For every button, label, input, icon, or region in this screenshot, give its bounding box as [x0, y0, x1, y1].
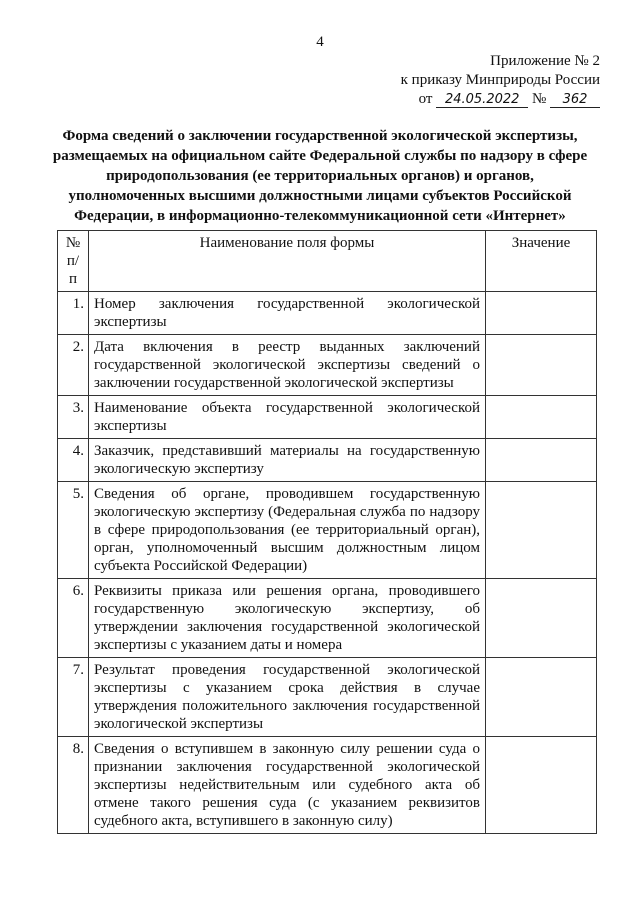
appendix-order-ref: к приказу Минприроды России [400, 72, 600, 88]
row-value [486, 579, 597, 658]
row-num: 8. [58, 737, 89, 834]
row-num: 1. [58, 292, 89, 335]
row-value [486, 335, 597, 396]
header-name: Наименование поля формы [89, 231, 486, 292]
row-name: Заказчик, представивший материалы на государственную экологическую экспертизу [89, 439, 486, 482]
appendix-header [401, 52, 600, 109]
row-value [486, 658, 597, 737]
row-name: Результат проведения государственной экологической экспертизы с указанием срока действия в случае утверждения положительного заключения государственной экологической экспертизы [89, 658, 486, 737]
row-name: Наименование объекта государственной экологической экспертизы [89, 396, 486, 439]
handwritten-date: 24.05.2022 [436, 93, 528, 108]
appendix-date-line [401, 90, 600, 109]
table-row [58, 396, 597, 439]
header-num: № п/п [58, 231, 89, 292]
table-row [58, 658, 597, 737]
row-name: Дата включения в реестр выданных заключений государственной экологической экспертизы сведений о заключении государственной экологической экспертизы [89, 335, 486, 396]
row-name: Реквизиты приказа или решения органа, проводившего государственную экологическую экспертизу, об утверждении заключения государственной экологической экспертизы с указанием даты и номера [89, 579, 486, 658]
page-number: 4 [316, 34, 324, 50]
table-row [58, 335, 597, 396]
table-header-row [58, 231, 597, 292]
row-value [486, 292, 597, 335]
header-value: Значение [486, 231, 597, 292]
row-value [486, 482, 597, 579]
row-value [486, 396, 597, 439]
row-num: 7. [58, 658, 89, 737]
table-row [58, 579, 597, 658]
row-name: Сведения об органе, проводившем государственную экологическую экспертизу (Федеральная служба по надзору в сфере природопользования (ее территориальный орган), орган, уполномоченный высшим должностным лицом субъекта Российской Федерации) [89, 482, 486, 579]
table-row [58, 482, 597, 579]
form-title: Форма сведений о заключении государственной экологической экспертизы, размещаемых на официальном сайте Федеральной службы по надзору в сфере природопользования (ее территориальных органов) и органов, уполномоченных высшими должностными лицами субъектов Российской Федерации, в информационно-телекоммуникационной сети «Интернет» [52, 128, 588, 224]
row-num: 3. [58, 396, 89, 439]
row-value [486, 737, 597, 834]
table-row [58, 292, 597, 335]
handwritten-number: 362 [550, 93, 600, 108]
appendix-title: Приложение № 2 [490, 53, 600, 69]
row-name: Номер заключения государственной экологической экспертизы [89, 292, 486, 335]
table-row [58, 737, 597, 834]
date-prefix: от [418, 91, 433, 107]
row-num: 4. [58, 439, 89, 482]
row-num: 2. [58, 335, 89, 396]
form-fields-table [57, 230, 597, 834]
row-num: 5. [58, 482, 89, 579]
number-prefix: № [531, 91, 547, 107]
row-num: 6. [58, 579, 89, 658]
row-name: Сведения о вступившем в законную силу решении суда о признании заключения государственной экологической экспертизы недействительным или судебного акта об отмене такого решения суда (с указанием реквизитов судебного акта, вступившего в законную силу) [89, 737, 486, 834]
row-value [486, 439, 597, 482]
table-row [58, 439, 597, 482]
